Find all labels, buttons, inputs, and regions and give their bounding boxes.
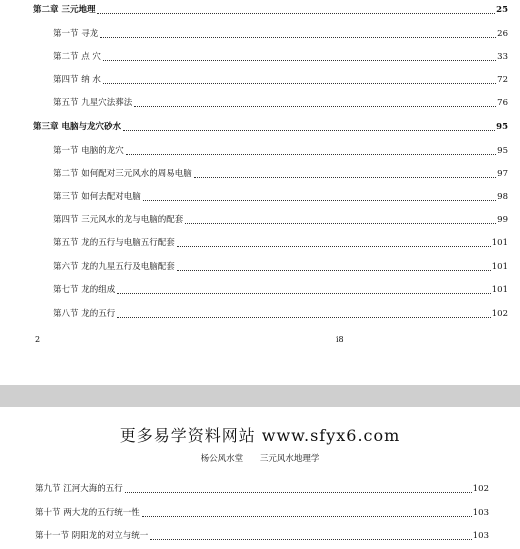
page-subheader bbox=[0, 452, 520, 464]
toc-entry bbox=[53, 262, 508, 273]
toc-entry bbox=[35, 484, 489, 495]
toc-entry-label: 第七节 龙的组成 bbox=[53, 285, 116, 295]
toc-entry-label: 第十节 两大龙的五行统一性 bbox=[35, 508, 140, 518]
toc-entry-label: 第二章 三元地理 bbox=[33, 5, 96, 15]
dot-leader bbox=[134, 106, 496, 107]
toc-entry-page: 103 bbox=[472, 531, 489, 541]
toc-entry-label: 第五节 龙的五行与电脑五行配套 bbox=[53, 238, 175, 248]
toc-entry-page: 95 bbox=[497, 146, 508, 156]
dot-leader bbox=[142, 516, 472, 517]
toc-entry-page: 101 bbox=[491, 285, 508, 295]
toc-entry bbox=[53, 309, 508, 320]
dot-leader bbox=[194, 177, 496, 178]
dot-leader bbox=[150, 539, 472, 540]
toc-entry bbox=[53, 146, 508, 157]
toc-entry-chapter-3 bbox=[33, 122, 508, 133]
toc-entry-page: 102 bbox=[472, 484, 489, 494]
toc-entry-label: 第十一节 阴阳龙的对立与统一 bbox=[35, 531, 149, 541]
toc-entry bbox=[53, 285, 508, 296]
toc-entry-page: 99 bbox=[497, 215, 508, 225]
toc-entry bbox=[53, 75, 508, 86]
toc-entry bbox=[53, 238, 508, 249]
toc-entry-page: 102 bbox=[491, 309, 508, 319]
toc-entry-label: 第五节 九星穴法葬法 bbox=[53, 98, 133, 108]
toc-entry-page: 103 bbox=[472, 508, 489, 518]
dot-leader bbox=[177, 246, 491, 247]
dot-leader bbox=[117, 293, 491, 294]
dot-leader bbox=[100, 37, 496, 38]
dot-leader bbox=[177, 270, 491, 271]
toc-entry-label: 第九节 江河大海的五行 bbox=[35, 484, 123, 494]
toc-entry-page: 25 bbox=[496, 5, 508, 15]
dot-leader bbox=[126, 154, 496, 155]
dot-leader bbox=[125, 492, 472, 493]
toc-entry-label: 第四节 三元风水的龙与电脑的配套 bbox=[53, 215, 184, 225]
dot-leader bbox=[103, 60, 496, 61]
toc-entry-label: 第二节 如何配对三元风水的周易电脑 bbox=[53, 169, 192, 179]
toc-entry-label: 第一节 电脑的龙穴 bbox=[53, 146, 124, 156]
toc-entry-label: 第三章 电脑与龙穴砂水 bbox=[33, 122, 121, 132]
toc-entry-page: 26 bbox=[497, 29, 508, 39]
dot-leader bbox=[103, 83, 496, 84]
page-header: 更多易学资料网站 www.sfyx6.com bbox=[119, 426, 401, 445]
toc-entry-page: 72 bbox=[497, 75, 508, 85]
toc-entry bbox=[53, 52, 508, 63]
dot-leader bbox=[117, 317, 491, 318]
toc-entry-label: 第二节 点 穴 bbox=[53, 52, 101, 62]
toc-entry-page: 33 bbox=[497, 52, 508, 62]
toc-entry bbox=[53, 215, 508, 226]
dot-leader bbox=[185, 223, 496, 224]
toc-entry-page: 101 bbox=[491, 262, 508, 272]
subheader-right: 三元风水地理学 bbox=[259, 454, 320, 464]
toc-page-bottom bbox=[0, 407, 520, 549]
toc-entry-page: 76 bbox=[497, 98, 508, 108]
toc-entry-label: 第八节 龙的五行 bbox=[53, 309, 116, 319]
toc-entry bbox=[53, 169, 508, 180]
toc-entry-label: 第一节 寻龙 bbox=[53, 29, 99, 39]
toc-entry-label: 第四节 纳 水 bbox=[53, 75, 101, 85]
toc-entry bbox=[53, 98, 508, 109]
toc-entry-page: 101 bbox=[491, 238, 508, 248]
toc-entry-label: 第三节 如何去配对电脑 bbox=[53, 192, 141, 202]
dot-leader bbox=[97, 13, 495, 14]
page-number-center: i8 bbox=[336, 335, 344, 344]
toc-entry bbox=[35, 508, 489, 519]
toc-entry-chapter-2 bbox=[33, 5, 508, 16]
page-number-left: 2 bbox=[35, 335, 41, 344]
toc-entry-page: 98 bbox=[497, 192, 508, 202]
toc-entry-page: 95 bbox=[496, 122, 508, 132]
toc-entry-label: 第六节 龙的九星五行及电脑配套 bbox=[53, 262, 175, 272]
dot-leader bbox=[123, 130, 495, 131]
subheader-left: 杨公风水堂 bbox=[200, 454, 244, 464]
page-separator bbox=[0, 385, 520, 407]
toc-entry-page: 97 bbox=[497, 169, 508, 179]
toc-entry bbox=[53, 29, 508, 40]
toc-entry bbox=[53, 192, 508, 203]
toc-entry bbox=[35, 531, 489, 542]
dot-leader bbox=[143, 200, 496, 201]
